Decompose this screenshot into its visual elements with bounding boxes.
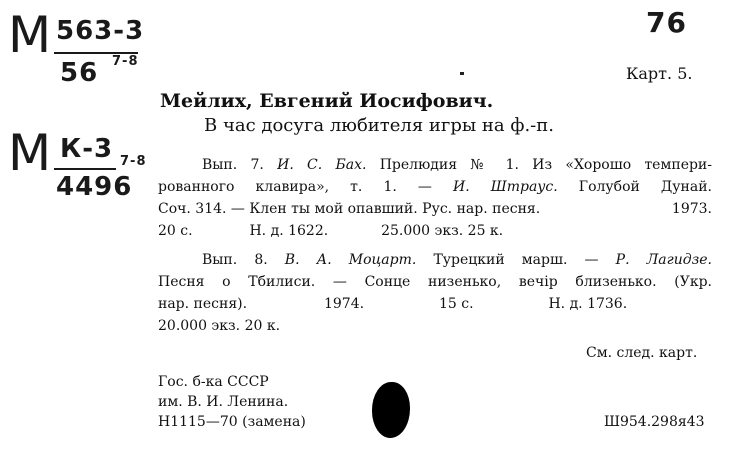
handwritten-m-1: M — [8, 6, 52, 64]
issue-7-line-3: Соч. 314. — Клен ты мой опавший. Рус. нар. песня. 1973. — [158, 201, 712, 217]
issue-8-line-2: Песня о Тбилиси. — Сонце низенько, вечір близенько. (Укр. — [158, 274, 712, 290]
call-number-2-divider — [54, 168, 116, 170]
library-block — [158, 372, 306, 432]
library-line-2: им. В. И. Ленина. — [158, 394, 289, 410]
author-heading: Мейлих, Евгений Иосифович. — [160, 90, 494, 112]
call-number-2-top: К-3 — [60, 134, 114, 164]
punch-hole — [372, 382, 410, 438]
issue-7-entry — [158, 154, 712, 242]
issue-8-line-4: 20.000 экз. 20 к. — [158, 318, 281, 334]
call-number-1-sup: 7-8 — [112, 54, 139, 69]
work-title: В час досуга любителя игры на ф.-п. — [204, 115, 554, 136]
issue-8-entry — [158, 249, 712, 337]
issue-7-line-4: 20 с. Н. д. 1622. 25.000 экз. 25 к. — [158, 223, 504, 239]
classification-code: Ш954.298я43 — [604, 414, 705, 430]
call-number-1-top: 563-3 — [56, 16, 145, 46]
call-number-2-bottom: 4496 — [56, 172, 133, 202]
card-number: Карт. 5. — [626, 64, 693, 83]
library-line-1: Гос. б-ка СССР — [158, 374, 269, 390]
ink-dot — [460, 72, 464, 75]
issue-8-line-3: нар. песня). 1974. 15 с. Н. д. 1736. — [158, 296, 628, 312]
call-number-2-sup: 7-8 — [120, 154, 147, 169]
corner-number: 76 — [646, 6, 687, 39]
continued-note: См. след. карт. — [586, 345, 698, 361]
issue-7-line-2: рованного клавира», т. 1. — И. Штраус. Голубой Дунай. — [158, 179, 712, 195]
issue-8-line-1: Вып. 8. В. А. Моцарт. Турецкий марш. — Р. Лагидзе. — [202, 252, 712, 268]
call-number-1-bottom: 56 — [60, 58, 99, 88]
issue-7-line-1: Вып. 7. И. С. Бах. Прелюдия № 1. Из «Хорошо темпери- — [202, 157, 712, 173]
library-line-3: Н1115—70 (замена) — [158, 414, 306, 430]
handwritten-m-2: M — [8, 124, 52, 182]
